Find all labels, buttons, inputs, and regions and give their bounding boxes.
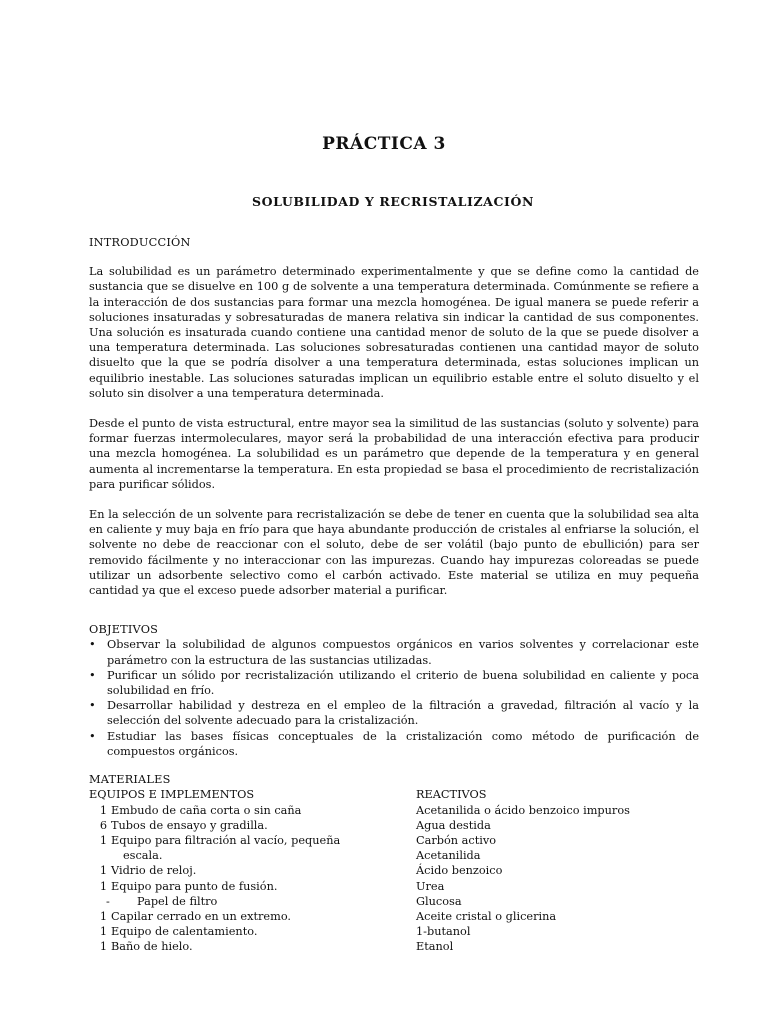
list-item	[89, 879, 416, 894]
list-item	[89, 924, 416, 939]
bullet-icon: •	[89, 699, 96, 713]
objectives-list	[89, 637, 699, 759]
equipment-qty: 1	[99, 879, 107, 893]
equipment-text-continuation: escala.	[123, 849, 163, 863]
list-item: Aceite cristal o glicerina	[416, 909, 557, 923]
intro-paragraph-3: En la selección de un solvente para recristalización se debe de tener en cuenta que la solubilidad sea alta en caliente y muy baja en frío para que haya abundante producción de cristales al enfriarse la solución, el solvente no debe de reaccionar con el soluto, debe de ser volátil (bajo punto de ebullición) para ser removido fácilmente y no interaccionar con las impurezas. Cuando hay impurezas coloreadas se puede utilizar un adsorbente selectivo como el carbón activado. Este material se utiliza en muy pequeña cantidad ya que el exceso puede adsorber material a purificar.	[89, 508, 699, 598]
equipment-qty: 1	[99, 864, 107, 878]
list-item: Agua destida	[416, 818, 491, 832]
equipment-text: Embudo de caña corta o sin caña	[111, 803, 302, 817]
list-item: Acetanilida o ácido benzoico impuros	[416, 803, 630, 817]
list-item	[89, 863, 416, 878]
list-item	[89, 698, 699, 728]
list-item: Carbón activo	[416, 833, 497, 847]
equipment-text: Vidrio de reloj.	[111, 864, 197, 878]
equipment-qty: 1	[99, 940, 107, 954]
list-item	[89, 637, 699, 667]
objective-text: Purificar un sólido por recristalización utilizando el criterio de buena solubilidad en caliente y poca solubilidad en frío.	[107, 668, 699, 698]
intro-paragraph-1: La solubilidad es un parámetro determinado experimentalmente y que se define como la cantidad de sustancia que se disuelve en 100 g de solvente a una temperatura determinada. Comúnmente se refiere a la interacción de dos sustancias para formar una mezcla homogénea. De igual manera se puede referir a soluciones insaturadas y sobresaturadas de manera relativa sin indicar la cantidad de sus componentes. Una solución es insaturada cuando contiene una cantidad menor de soluto de la que se puede disolver a una temperatura determinada. Las soluciones sobresaturadas contienen una cantidad mayor de soluto disuelto que la que se podría disolver a una temperatura determinada, estas soluciones implican un equilibrio inestable. Las soluciones saturadas implican un equilibrio estable entre el soluto disuelto y el soluto sin disolver a una temperatura determinada.	[89, 265, 699, 400]
equipment-column	[89, 787, 416, 954]
bullet-icon: •	[89, 638, 96, 652]
list-item	[89, 909, 416, 924]
materials-section	[89, 772, 699, 954]
equipment-text: Baño de hielo.	[111, 940, 193, 954]
objective-text: Desarrollar habilidad y destreza en el empleo de la filtración a gravedad, filtración al vacío y la selección del solvente adecuado para la cristalización.	[107, 699, 699, 728]
introduction-section	[89, 235, 699, 598]
materials-columns	[89, 787, 699, 954]
equipment-qty: -	[106, 894, 110, 908]
list-item	[89, 939, 416, 954]
equipment-text: Tubos de ensayo y gradilla.	[111, 818, 268, 832]
equipment-text: Equipo para filtración al vacío, pequeña	[111, 833, 341, 847]
list-item: 1-butanol	[416, 925, 471, 939]
equipment-text: Capilar cerrado en un extremo.	[111, 909, 292, 923]
list-item	[89, 729, 699, 759]
objective-text: Observar la solubilidad de algunos compuestos orgánicos en varios solventes y correlacionar este parámetro con la estructura de las sustancias utilizadas.	[107, 638, 699, 667]
list-item	[89, 833, 416, 848]
list-item: Urea	[416, 879, 445, 893]
list-item: Ácido benzoico	[416, 864, 503, 878]
equipment-qty: 1	[99, 925, 107, 939]
equipment-text: Equipo para punto de fusión.	[111, 879, 278, 893]
list-item	[89, 894, 416, 909]
equipment-qty: 1	[99, 909, 107, 923]
equipment-text: Equipo de calentamiento.	[111, 925, 258, 939]
objectives-heading: OBJETIVOS	[89, 623, 159, 637]
equipment-qty: 1	[99, 803, 107, 817]
equipment-text: Papel de filtro	[137, 894, 218, 908]
equipment-qty: 6	[99, 818, 107, 832]
page-title: PRÁCTICA 3	[322, 134, 446, 154]
objectives-section	[89, 622, 699, 759]
list-item	[89, 668, 699, 698]
reagents-heading: REACTIVOS	[416, 788, 487, 802]
intro-paragraph-2: Desde el punto de vista estructural, entre mayor sea la similitud de las sustancias (soluto y solvente) para formar fuerzas intermoleculares, mayor será la probabilidad de una interacción efectiva para producir una mezcla homogénea. La solubilidad es un parámetro que depende de la temperatura y en general aumenta al incrementarse la temperatura. En esta propiedad se basa el procedimiento de recristalización para purificar sólidos.	[89, 417, 699, 491]
document-body	[89, 235, 699, 955]
introduction-heading: INTRODUCCIÓN	[89, 236, 191, 249]
materials-heading: MATERIALES	[89, 773, 171, 787]
equipment-heading: EQUIPOS E IMPLEMENTOS	[89, 788, 255, 802]
list-item	[89, 803, 416, 818]
list-item: Acetanilida	[416, 849, 481, 863]
equipment-qty: 1	[99, 833, 107, 847]
list-item	[89, 818, 416, 833]
list-item: Glucosa	[416, 894, 462, 908]
list-item: Etanol	[416, 940, 454, 954]
page-subtitle: SOLUBILIDAD Y RECRISTALIZACIÓN	[252, 194, 534, 209]
bullet-icon: •	[89, 668, 96, 682]
objective-text: Estudiar las bases físicas conceptuales de la cristalización como método de purificación de compuestos orgánicos.	[107, 729, 699, 758]
reagents-column	[416, 787, 699, 954]
bullet-icon: •	[89, 729, 96, 743]
